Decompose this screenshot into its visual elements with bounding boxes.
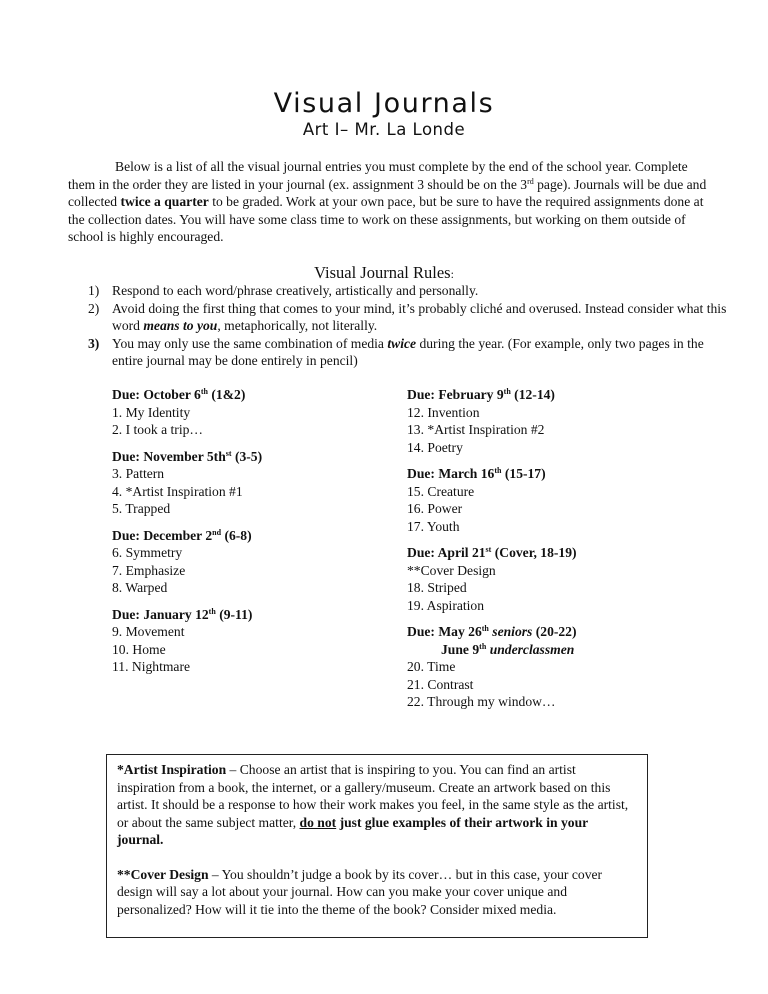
due-date-text: Due: October 6 — [112, 387, 201, 402]
due-date-sup: th — [503, 387, 511, 396]
rule-item — [88, 335, 728, 370]
rule-number: 1) — [88, 283, 100, 298]
assignment-item: 4. *Artist Inspiration #1 — [112, 483, 243, 499]
due-date-sup: th — [481, 624, 489, 633]
due-date-range: (9-11) — [215, 606, 253, 622]
rules-heading-text: Visual Journal Rules — [314, 263, 451, 282]
due-date-range: (6-8) — [221, 527, 252, 543]
due-date-text: Due: January 12 — [112, 606, 209, 622]
rule-text-end: , metaphorically, not literally. — [217, 318, 378, 333]
page-subtitle: Art I– Mr. La Londe — [302, 120, 466, 139]
rules-list — [88, 282, 728, 370]
due-date-heading — [112, 448, 382, 466]
due-date-range: (20-22) — [532, 624, 577, 639]
due-group — [407, 386, 697, 456]
due-group — [407, 623, 697, 711]
due-date-heading — [112, 527, 382, 545]
rule-text-end: during the year. (For example, only two pages in the entire journal may be done entirely in pencil) — [112, 335, 704, 368]
due-date-text: Due: March 16 — [407, 466, 495, 481]
due-date-text: Due: April 21 — [407, 545, 486, 560]
rule-number: 3) — [88, 335, 100, 351]
due-group — [112, 606, 382, 676]
definition-underline: do not — [299, 814, 337, 830]
rule-item — [88, 300, 728, 335]
due-date-range: (3-5) — [231, 448, 263, 464]
due-date-sup: th — [494, 466, 502, 475]
intro-text-2: page). Journals will be due and collected — [68, 176, 707, 209]
assignment-item: 11. Nightmare — [112, 659, 191, 674]
intro-bold: twice a quarter — [120, 194, 209, 209]
due-date-heading — [112, 386, 382, 404]
due-date-heading — [407, 465, 697, 483]
due-group — [112, 448, 382, 518]
assignment-item: 21. Contrast — [407, 676, 474, 692]
page-title: Visual Journals — [273, 88, 495, 119]
schedule-left-column — [112, 386, 382, 685]
due-date-sup: st — [225, 448, 232, 458]
due-date-sup: th — [208, 606, 216, 616]
rule-number: 2) — [88, 300, 100, 316]
due-date-sup: th — [479, 641, 487, 651]
intro-sup: rd — [527, 176, 534, 186]
assignment-item: 5. Trapped — [112, 501, 171, 516]
definition-term: **Cover Design — [117, 866, 209, 882]
assignment-item: 20. Time — [407, 659, 456, 674]
due-date-range: (1&2) — [207, 387, 246, 402]
due-date-heading — [407, 386, 697, 404]
assignment-item: **Cover Design — [407, 562, 496, 578]
assignment-item: 19. Aspiration — [407, 597, 485, 613]
due-date-heading-secondary — [407, 641, 697, 659]
schedule-right-column — [407, 386, 697, 720]
due-date-audience: seniors — [492, 624, 533, 639]
due-date-sup: th — [200, 387, 208, 396]
assignment-item: 1. My Identity — [112, 404, 191, 420]
assignment-item: 2. I took a trip… — [112, 422, 203, 437]
due-group — [407, 544, 697, 614]
assignment-item: 18. Striped — [407, 580, 467, 595]
assignment-item: 17. Youth — [407, 518, 460, 534]
cover-design-definition — [117, 866, 637, 919]
due-date-text: Due: December 2 — [112, 527, 213, 543]
definitions-box — [106, 754, 648, 938]
rule-text: Respond to each word/phrase creatively, artistically and personally. — [112, 283, 479, 298]
definition-bold-end: just glue examples of their artwork in your journal. — [117, 814, 588, 847]
intro-text-3: to be graded. Work at your own pace, but be sure to have the required assignments done at the collection dates. You will have some class time to work on these assignments, but working on them outside of school is highly encouraged. — [68, 194, 704, 244]
assignment-item: 6. Symmetry — [112, 545, 183, 560]
definition-term: *Artist Inspiration — [117, 762, 227, 777]
due-date-heading — [407, 623, 697, 641]
assignment-item: 10. Home — [112, 641, 166, 657]
assignment-item: 7. Emphasize — [112, 562, 186, 578]
due-date-sup: st — [485, 545, 492, 554]
assignment-item: 15. Creature — [407, 483, 475, 499]
intro-paragraph — [68, 158, 708, 246]
assignment-item: 8. Warped — [112, 580, 168, 595]
due-group — [112, 386, 382, 439]
definition-text: – Choose an artist that is inspiring to you. You can find an artist inspiration from a book, the internet, or a gallery/museum. Create an artwork based on this artist. It should be a response to how their work makes you feel, in the same style as the artist, or about the same subject matter, — [117, 762, 629, 830]
rule-item — [88, 282, 728, 300]
due-date-text: June 9 — [441, 641, 480, 657]
artist-inspiration-definition — [117, 761, 637, 849]
due-date-range: (Cover, 18-19) — [491, 545, 577, 560]
rule-emphasis: twice — [387, 335, 417, 351]
assignment-item: 3. Pattern — [112, 466, 165, 481]
rule-text: Avoid doing the first thing that comes to your mind, it’s probably cliché and overused. Instead consider what this word — [112, 300, 727, 333]
due-group — [112, 527, 382, 597]
due-date-range: (12-14) — [510, 387, 555, 402]
assignment-item: 9. Movement — [112, 624, 185, 639]
assignment-item: 12. Invention — [407, 404, 480, 420]
rule-text: You may only use the same combination of media — [112, 335, 388, 351]
assignment-item: 14. Poetry — [407, 439, 463, 455]
intro-text-1: Below is a list of all the visual journal entries you must complete by the end of the school year. Complete them in the order they are listed in your journal (ex. assignment 3 should be on the 3 — [68, 159, 688, 192]
due-date-audience: underclassmen — [489, 641, 575, 657]
due-date-text: Due: November 5th — [112, 448, 226, 464]
assignment-item: 22. Through my window… — [407, 694, 556, 709]
assignment-item: 16. Power — [407, 501, 463, 516]
due-date-sup: nd — [212, 527, 222, 537]
rules-heading-colon: : — [450, 267, 454, 281]
due-date-heading — [407, 544, 697, 562]
rules-heading — [0, 263, 768, 283]
due-date-text: Due: February 9 — [407, 387, 504, 402]
assignment-item: 13. *Artist Inspiration #2 — [407, 422, 545, 437]
due-group — [407, 465, 697, 535]
due-date-text: Due: May 26 — [407, 624, 482, 639]
definition-text: – You shouldn’t judge a book by its cover… but in this case, your cover design will say a lot about your journal. How can you make your cover unique and personalized? How will it tie into the theme of the book? Consider mixed media. — [117, 866, 603, 917]
due-date-range: (15-17) — [501, 466, 546, 481]
rule-emphasis: means to you — [143, 318, 218, 333]
due-date-heading — [112, 606, 382, 624]
